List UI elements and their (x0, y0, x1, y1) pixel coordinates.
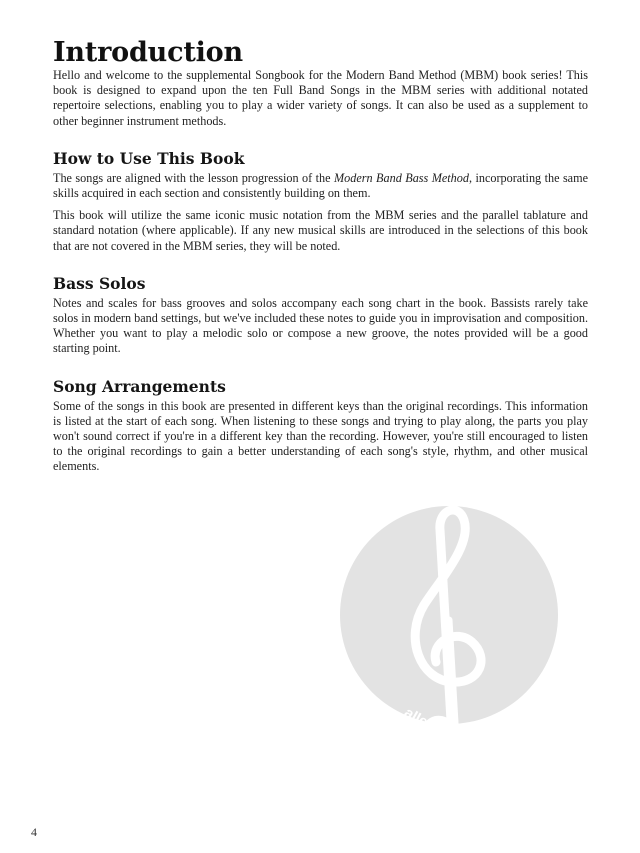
bass-solos-paragraph: Notes and scales for bass grooves and solos accompany each song chart in the book. Bassists rarely take solos in modern band settings, but we've included these notes to guide you in improvisation and composition. Whether you want to play a melodic solo or compose a new groove, the notes provided will be a good starting point. (53, 295, 588, 356)
page-content (53, 38, 588, 475)
section-heading-song-arrangements: Song Arrangements (53, 376, 226, 396)
section-heading-how-to-use: How to Use This Book (53, 148, 245, 168)
watermark-text: alle-noten.de (400, 704, 493, 738)
song-arrangements-paragraph: Some of the songs in this book are presented in different keys than the original recordings. This information is listed at the start of each song. When listening to these songs and trying to play along, the parts you play won't sound correct if you're in a different key than the recording. However, you're still encouraged to listen to the original recordings to gain a better understanding of each song's style, rhythm, and other musical elements. (53, 398, 588, 474)
how-to-use-text-before: The songs are aligned with the lesson progression of the (53, 170, 335, 185)
section-heading-bass-solos: Bass Solos (53, 273, 146, 293)
section-bass-solos (53, 274, 588, 357)
watermark-logo (340, 490, 558, 800)
how-to-use-paragraph-1 (53, 171, 588, 201)
page-number: 4 (31, 825, 37, 839)
method-book-title: Modern Band Bass Method (334, 170, 469, 185)
page-title: Introduction (53, 37, 243, 68)
section-song-arrangements (53, 377, 588, 475)
how-to-use-text-after: , incorporating the same skills acquired in each section and consistently building on them. (53, 170, 588, 201)
section-how-to-use (53, 149, 588, 254)
intro-paragraph: Hello and welcome to the supplemental Songbook for the Modern Band Method (MBM) book series! This book is designed to expand upon the ten Full Band Songs in the MBM series with additional notated repertoire selections, enabling you to play a wider variety of songs. It can also be used as a supplement to other beginner instrument methods. (53, 68, 588, 128)
how-to-use-paragraph-2: This book will utilize the same iconic music notation from the MBM series and the parallel tablature and standard notation (where applicable). If any new musical skills are introduced in the selections of this book that are not covered in the MBM series, they will be noted. (53, 208, 588, 253)
